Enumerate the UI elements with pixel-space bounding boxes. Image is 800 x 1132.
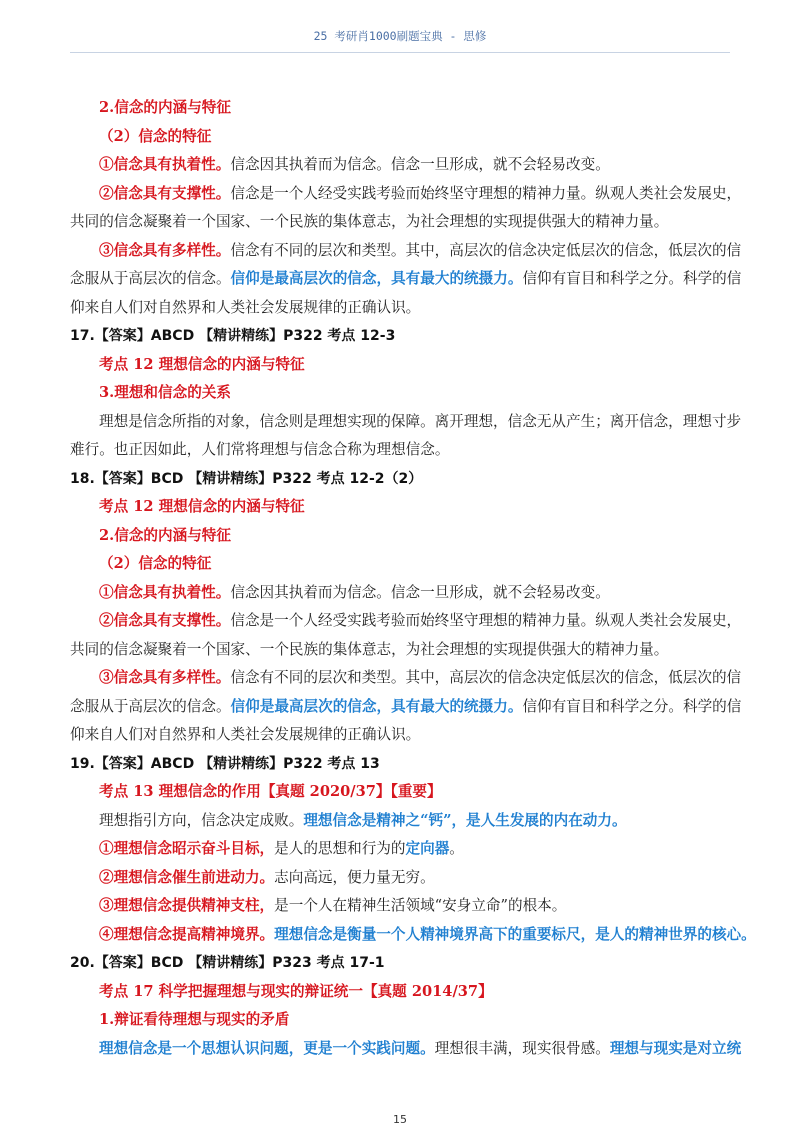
paragraph-support-cont-q18: 共同的信念凝聚着一个国家、一个民族的集体意志，为社会理想的实现提供强大的精神力量。 bbox=[70, 640, 669, 658]
text-support-q18: 信念是一个人经受实践考验而始终坚守理想的精神力量。纵观人类社会发展史， bbox=[230, 612, 742, 629]
subheading-ideal-belief-relation: 3.理想和信念的关系 bbox=[99, 384, 231, 401]
text-diversity-a: 念服从于高层次的信念。 bbox=[70, 270, 231, 287]
paragraph-diversity-cont2-q18: 仰来自人们对自然界和人类社会发展规律的正确认识。 bbox=[70, 726, 421, 743]
term-role-1: ①理想信念昭示奋斗目标， bbox=[99, 840, 275, 857]
paragraph-role-4 bbox=[70, 921, 756, 950]
highlight-faith-q18: 信仰是最高层次的信念，具有最大的统摄力。 bbox=[230, 697, 523, 715]
text-support: 信念是一个人经受实践考验而始终坚守理想的精神力量。纵观人类社会发展史， bbox=[230, 184, 742, 202]
paragraph-contradiction bbox=[70, 1035, 742, 1064]
paragraph-diversity bbox=[70, 237, 742, 266]
topic-13: 考点 13 理想信念的作用【真题 2020/37】【重要】 bbox=[99, 783, 442, 800]
term-diversity-q18: ③信念具有多样性。 bbox=[99, 669, 231, 686]
text-role-1: 是人的思想和行为的 bbox=[274, 840, 406, 857]
text-role-2: 志向高远，便力量无穷。 bbox=[274, 868, 435, 886]
text-contradiction: 理想很丰满，现实很骨感。 bbox=[434, 1039, 610, 1057]
highlight-unity: 理想与现实是对立统 bbox=[609, 1039, 742, 1057]
text-diversity-a-q18: 念服从于高层次的信念。 bbox=[70, 697, 231, 715]
highlight-orientation: 定向器 bbox=[405, 840, 450, 857]
highlight-practice: 理想信念是一个思想认识问题，更是一个实践问题。 bbox=[99, 1039, 435, 1057]
subheading-contradiction: 1.辩证看待理想与现实的矛盾 bbox=[99, 1011, 290, 1028]
term-support-q18: ②信念具有支撑性。 bbox=[99, 612, 231, 629]
paragraph-support-q18 bbox=[70, 607, 742, 636]
answer-18: 18.【答案】BCD 【精讲精练】P322 考点 12-2（2） bbox=[70, 470, 423, 487]
text-diversity-q18: 信念有不同的层次和类型。其中，高层次的信念决定低层次的信念，低层次的信 bbox=[230, 669, 742, 686]
paragraph-persistence bbox=[70, 151, 732, 180]
term-role-3: ③理想信念提供精神支柱， bbox=[99, 897, 275, 914]
text-persistence: 信念因其执着而为信念。信念一旦形成，就不会轻易改变。 bbox=[230, 156, 610, 173]
paragraph-support bbox=[70, 180, 742, 209]
paragraph-role-1 bbox=[70, 835, 732, 864]
term-role-4: ④理想信念提高精神境界。 bbox=[99, 925, 275, 943]
paragraph-role-2 bbox=[70, 864, 732, 893]
document-body bbox=[70, 94, 756, 1063]
paragraph-persistence-q18 bbox=[70, 579, 732, 608]
text-diversity-b-q18: 信仰有盲目和科学之分。科学的信 bbox=[522, 697, 742, 715]
page-header: 25 考研肖1000刷题宝典 - 思修 bbox=[313, 29, 487, 43]
paragraph-relation-cont: 难行。也正因如此，人们常将理想与信念合称为理想信念。 bbox=[70, 441, 450, 458]
subheading-belief-features-q18: （2）信念的特征 bbox=[99, 555, 212, 572]
topic-12-q17: 考点 12 理想信念的内涵与特征 bbox=[99, 355, 305, 373]
paragraph-role-intro bbox=[70, 807, 732, 836]
answer-17: 17.【答案】ABCD 【精讲精练】P322 考点 12-3 bbox=[70, 328, 396, 344]
term-persistence: ①信念具有执着性。 bbox=[99, 156, 231, 173]
term-persistence-q18: ①信念具有执着性。 bbox=[99, 583, 231, 601]
paragraph-diversity-cont bbox=[70, 265, 742, 294]
highlight-calcium: 理想信念是精神之“钙”，是人生发展的内在动力。 bbox=[303, 811, 627, 829]
paragraph-diversity-cont-q18 bbox=[70, 693, 742, 722]
topic-12-q18: 考点 12 理想信念的内涵与特征 bbox=[99, 498, 305, 515]
heading-belief-connotation-q18: 2.信念的内涵与特征 bbox=[99, 526, 231, 544]
text-role-intro: 理想指引方向，信念决定成败。 bbox=[99, 811, 304, 829]
highlight-faith: 信仰是最高层次的信念，具有最大的统摄力。 bbox=[230, 270, 523, 287]
text-persistence-q18: 信念因其执着而为信念。信念一旦形成，就不会轻易改变。 bbox=[230, 583, 610, 601]
paragraph-diversity-cont2: 仰来自人们对自然界和人类社会发展规律的正确认识。 bbox=[70, 298, 421, 316]
heading-belief-connotation: 2.信念的内涵与特征 bbox=[99, 99, 231, 116]
text-role-1-end: 。 bbox=[449, 840, 464, 857]
subheading-belief-features: （2）信念的特征 bbox=[99, 127, 212, 145]
header-divider bbox=[70, 52, 730, 53]
text-diversity: 信念有不同的层次和类型。其中，高层次的信念决定低层次的信念，低层次的信 bbox=[230, 241, 742, 259]
term-role-2: ②理想信念催生前进动力。 bbox=[99, 868, 275, 886]
paragraph-diversity-q18 bbox=[70, 664, 742, 693]
paragraph-relation: 理想是信念所指的对象，信念则是理想实现的保障。离开理想，信念无从产生；离开信念，理想寸步 bbox=[99, 412, 742, 430]
answer-19: 19.【答案】ABCD 【精讲精练】P322 考点 13 bbox=[70, 755, 380, 772]
paragraph-support-cont: 共同的信念凝聚着一个国家、一个民族的集体意志，为社会理想的实现提供强大的精神力量。 bbox=[70, 213, 669, 230]
topic-17: 考点 17 科学把握理想与现实的辩证统一【真题 2014/37】 bbox=[99, 982, 493, 1000]
answer-20: 20.【答案】BCD 【精讲精练】P323 考点 17-1 bbox=[70, 955, 385, 971]
paragraph-role-3 bbox=[70, 892, 732, 921]
highlight-spiritual-core: 理想信念是衡量一个人精神境界高下的重要标尺，是人的精神世界的核心。 bbox=[274, 925, 756, 943]
page-number: 15 bbox=[393, 1113, 407, 1126]
term-diversity: ③信念具有多样性。 bbox=[99, 241, 231, 259]
text-diversity-b: 信仰有盲目和科学之分。科学的信 bbox=[522, 270, 742, 287]
term-support: ②信念具有支撑性。 bbox=[99, 184, 231, 202]
text-role-3: 是一个人在精神生活领域“安身立命”的根本。 bbox=[274, 897, 567, 914]
